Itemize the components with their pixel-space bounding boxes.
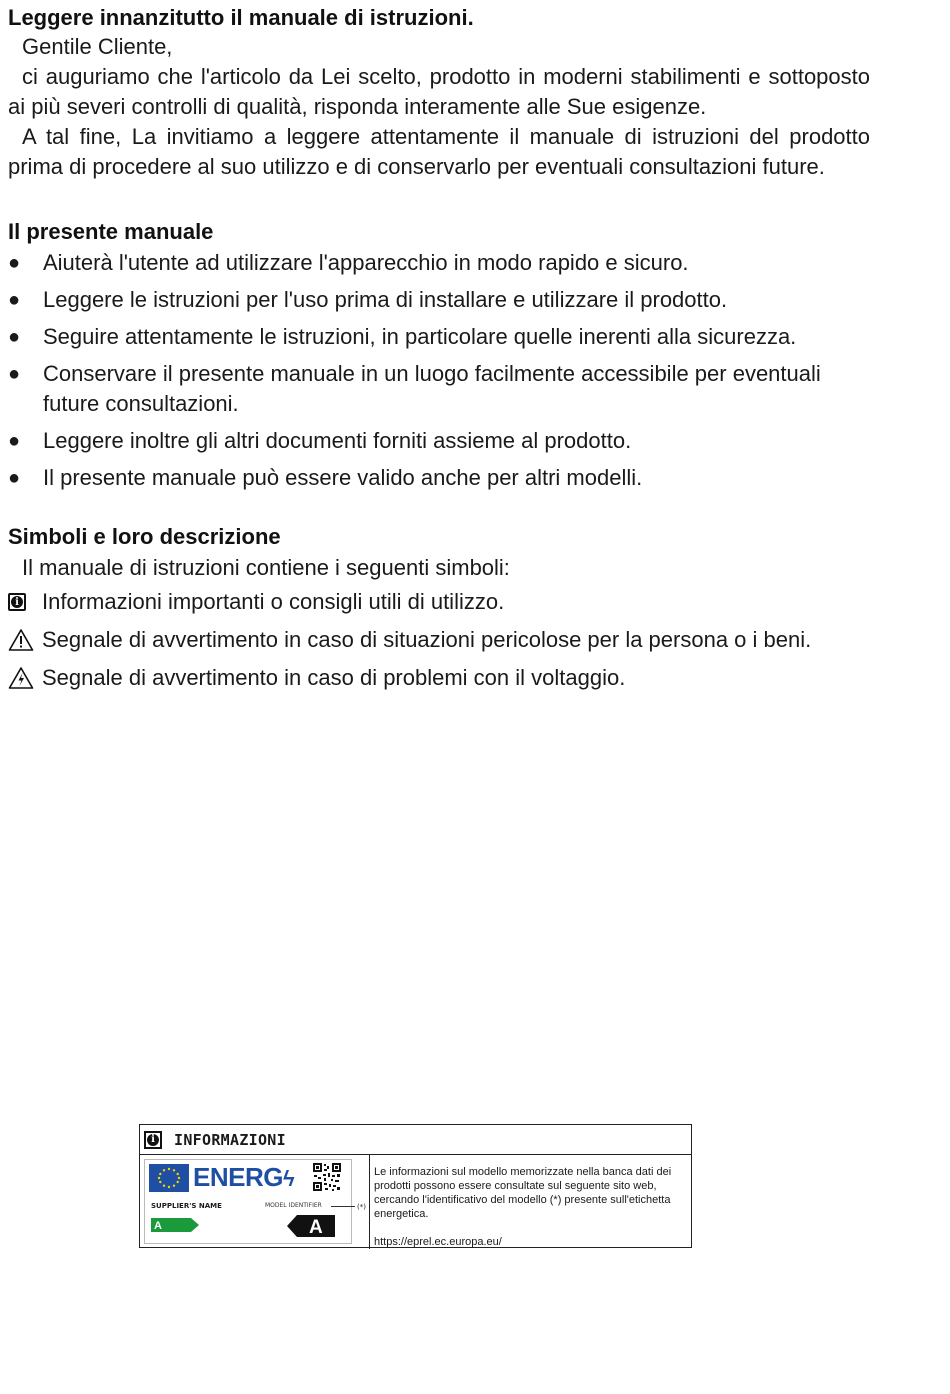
model-asterisk: (*) xyxy=(357,1203,366,1211)
energy-class-big: A xyxy=(309,1217,323,1237)
symbol-row-info: i Informazioni importanti o consigli utili di utilizzo. xyxy=(8,587,870,617)
bullet-icon: ● xyxy=(8,326,21,348)
model-identifier: MODEL IDENTIFIER xyxy=(265,1202,322,1209)
energy-class-black-arrow xyxy=(287,1215,335,1237)
bullet-icon: ● xyxy=(8,252,21,274)
manual-heading: Il presente manuale xyxy=(8,219,214,244)
supplier-name: SUPPLIER'S NAME xyxy=(151,1202,222,1210)
intro-paragraph-2: A tal fine, La invitiamo a leggere attentamente il manuale di istruzioni del prodotto prima di procedere al suo utilizzo e di conservarlo per eventuali consultazioni future. xyxy=(8,124,870,179)
eprel-url: https://eprel.ec.europa.eu/ xyxy=(374,1236,502,1248)
list-item: ● Seguire attentamente le istruzioni, in particolare quelle inerenti alla sicurezza. xyxy=(8,322,870,352)
energy-brand: ENERGϟ xyxy=(193,1162,295,1192)
list-item: ● Leggere le istruzioni per l'uso prima di installare e utilizzare il prodotto. xyxy=(8,285,870,315)
symbols-intro: Il manuale di istruzioni contiene i seguenti simboli: xyxy=(22,555,510,580)
manual-list xyxy=(8,248,870,493)
voltage-warning-icon xyxy=(8,666,34,690)
list-item: ● Il presente manuale può essere valido anche per altri modelli. xyxy=(8,463,870,493)
energy-info-panel xyxy=(139,1124,692,1248)
symbols-heading: Simboli e loro descrizione xyxy=(8,524,281,549)
qr-code-icon xyxy=(313,1163,341,1191)
info-icon: i xyxy=(144,1131,162,1149)
bullet-icon: ● xyxy=(8,467,21,489)
energy-class-green-arrow xyxy=(151,1218,199,1232)
energy-label-area xyxy=(140,1155,370,1249)
symbol-row-warning: Segnale di avvertimento in caso di situazioni pericolose per la persona o i beni. xyxy=(8,625,870,655)
list-item: ● Conservare il presente manuale in un luogo facilmente accessibile per eventuali future consultazioni. xyxy=(8,361,821,416)
energy-info-text: Le informazioni sul modello memorizzate nella banca dati dei prodotti possono essere consultate sul seguente sito web, cercando l'identificativo del modello (*) presente sull'etichetta energetica. xyxy=(374,1166,672,1220)
bullet-icon: ● xyxy=(8,363,21,385)
warning-triangle-icon xyxy=(8,628,34,652)
bullet-icon: ● xyxy=(8,430,21,452)
symbol-row-voltage: Segnale di avvertimento in caso di problemi con il voltaggio. xyxy=(8,663,870,693)
panel-title: INFORMAZIONI xyxy=(174,1130,286,1149)
energy-info-text-area xyxy=(370,1155,691,1249)
eu-flag-icon xyxy=(149,1164,189,1192)
info-icon: i xyxy=(8,593,26,611)
model-arrow xyxy=(331,1206,355,1207)
manual-page xyxy=(8,4,870,693)
energy-class-small: A xyxy=(154,1220,162,1232)
list-item: ● Leggere inoltre gli altri documenti forniti assieme al prodotto. xyxy=(8,426,870,456)
energy-label xyxy=(144,1159,366,1244)
list-item: ● Aiuterà l'utente ad utilizzare l'apparecchio in modo rapido e sicuro. xyxy=(8,248,870,278)
greeting: Gentile Cliente, xyxy=(22,34,173,59)
bullet-icon: ● xyxy=(8,289,21,311)
intro-heading: Leggere innanzitutto il manuale di istruzioni. xyxy=(8,5,474,30)
intro-paragraph-1: ci auguriamo che l'articolo da Lei scelto, prodotto in moderni stabilimenti e sottoposto ai più severi controlli di qualità, risponda interamente alle Sue esigenze. xyxy=(8,64,870,119)
panel-header xyxy=(140,1125,691,1155)
